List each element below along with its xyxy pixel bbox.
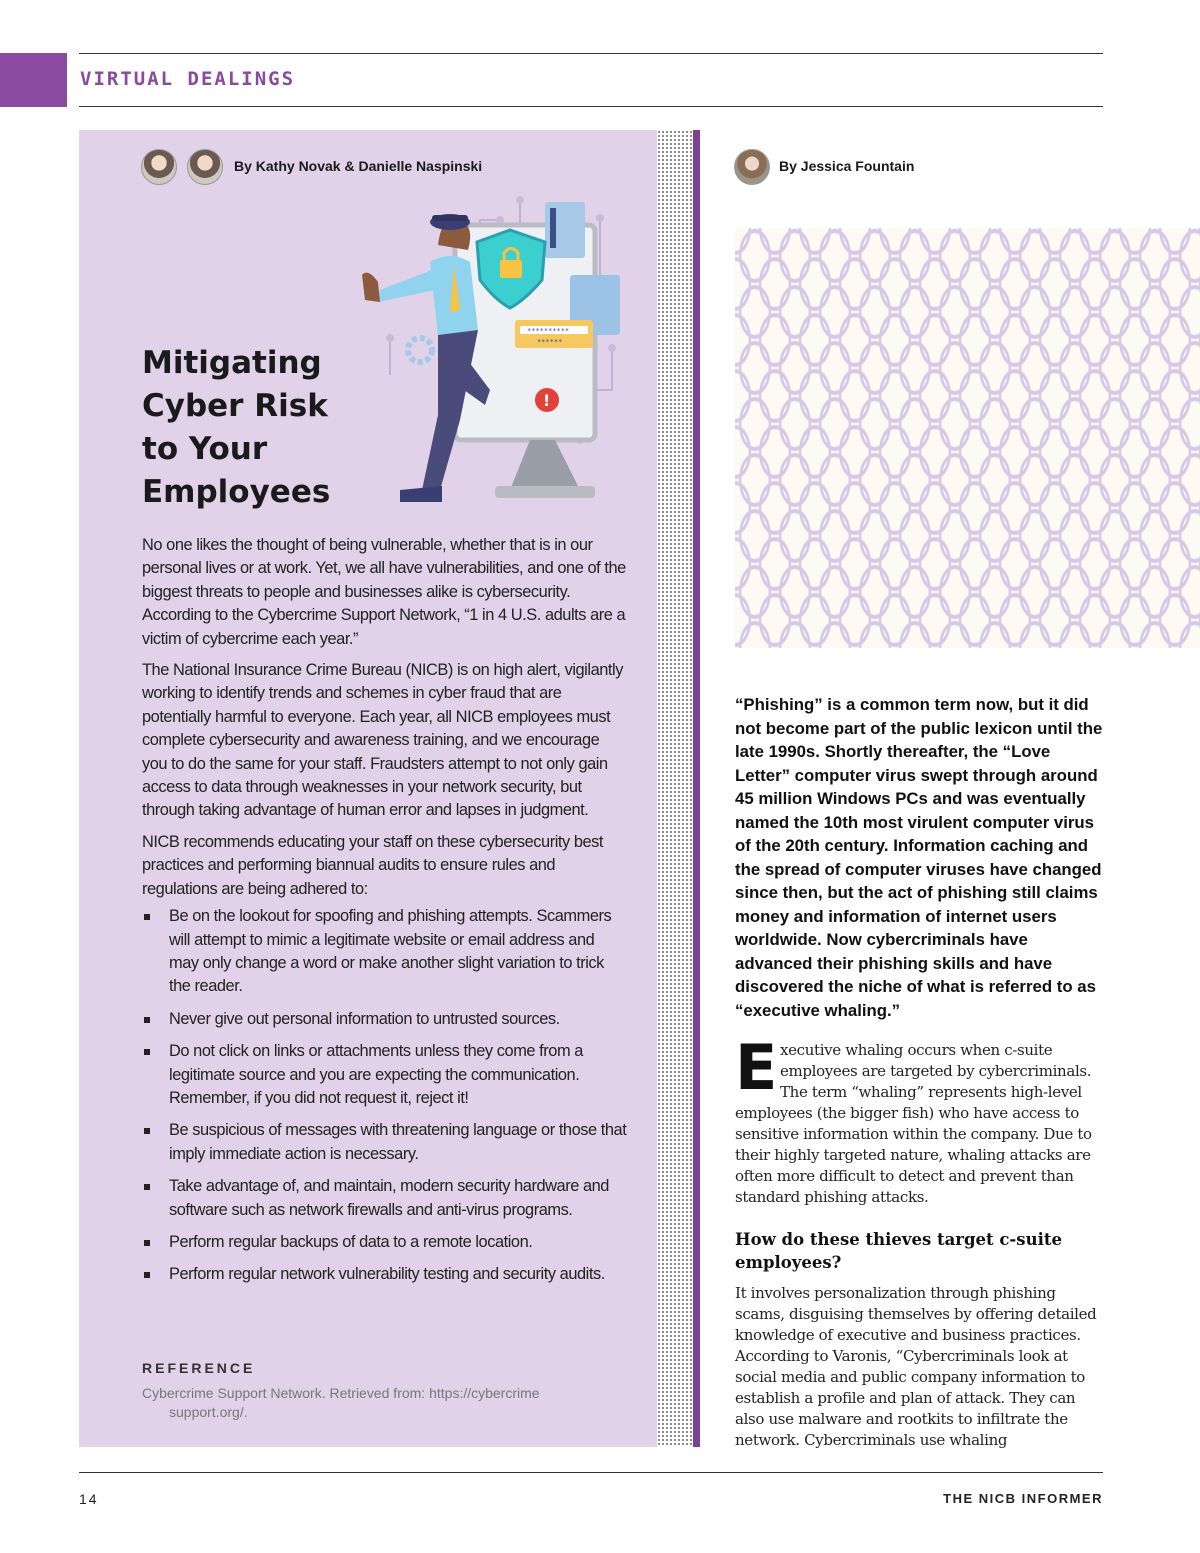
header-bottom-rule bbox=[79, 106, 1103, 107]
monitor-base bbox=[495, 486, 595, 498]
reference-line-2: support.org/. bbox=[169, 1404, 248, 1420]
left-article-body bbox=[142, 534, 627, 1296]
gear-icon bbox=[408, 338, 432, 362]
right-body-para-1 bbox=[735, 1031, 1107, 1208]
author-photo-kathy-novak bbox=[141, 149, 177, 185]
publication-name: THE NICB INFORMER bbox=[943, 1491, 1103, 1506]
page-number: 14 bbox=[79, 1491, 99, 1507]
cybersecurity-illustration bbox=[350, 190, 625, 515]
card-stripe bbox=[550, 208, 556, 248]
right-body-para-2: It involves personalization through phishing scams, disguising themselves by offering detailed knowledge of executive and business practices. According to Varonis, “Cybercriminals look at social media and public company information to establish a profile and plan of attack. They can also use malware and rootkits to infiltrate the network. Cybercriminals use whaling bbox=[735, 1284, 1097, 1449]
right-subheading: How do these thieves target c-suite employees? bbox=[735, 1230, 1062, 1272]
list-item: Do not click on links or attachments unless they come from a legitimate source and you are expecting the communication. Remember, if you did not request it, reject it! bbox=[142, 1040, 627, 1110]
body-paragraph: No one likes the thought of being vulnerable, whether that is in our personal lives or at work. Yet, we all have vulnerabilities, and one of the biggest threats to people and businesses alike is cybersecurity. According to the Cybercrime Support Network, “1 in 4 U.S. adults are a victim of cybercrime each year.” bbox=[142, 536, 626, 648]
author-photo-jessica-fountain bbox=[734, 149, 770, 185]
purple-divider-bar bbox=[693, 130, 700, 1447]
left-byline: By Kathy Novak & Danielle Naspinski bbox=[234, 158, 483, 174]
decorative-pattern-offset bbox=[735, 228, 1200, 648]
header-top-rule bbox=[79, 53, 1103, 54]
password-mask-text: ********** bbox=[527, 327, 570, 335]
list-item: Be on the lookout for spoofing and phishing attempts. Scammers will attempt to mimic a legitimate website or email address and may only change a word or make another slight variation to trick the reader. bbox=[142, 905, 627, 999]
list-item: Be suspicious of messages with threatening language or those that imply immediate action is necessary. bbox=[142, 1119, 627, 1166]
list-item: Never give out personal information to untrusted sources. bbox=[142, 1008, 627, 1031]
list-item: Perform regular backups of data to a remote location. bbox=[142, 1231, 627, 1254]
dotted-divider bbox=[657, 130, 693, 1447]
body-paragraph: NICB recommends educating your staff on these cybersecurity best practices and performing biannual audits to ensure rules and regulations are being adhered to: bbox=[142, 832, 604, 898]
para-text: xecutive whaling occurs when c-suite employees are targeted by cybercriminals. The term “whaling” represents high-level employees (the bigger fish) who have access to sensitive information within the company. Due to their highly targeted nature, whaling attacks are often more difficult to detect and prevent than standard phishing attacks. bbox=[735, 1041, 1092, 1206]
right-lead-paragraph: “Phishing” is a common term now, but it did not become part of the public lexicon until the late 1990s. Shortly thereafter, the “Love Letter” computer virus swept through around 45 million Windows PCs and was eventually named the 10th most virulent computer virus of the 20th century. Information caching and the spread of computer viruses have changed since then, but the act of phishing still claims money and information of internet users worldwide. Now cybercriminals have advanced their phishing skills and have discovered the niche of what is referred to as “executive whaling.” bbox=[735, 695, 1103, 1020]
password-mask-text-2: ****** bbox=[537, 338, 563, 346]
section-tab bbox=[0, 53, 67, 107]
author-photo-danielle-naspinski bbox=[187, 149, 223, 185]
alert-symbol: ! bbox=[543, 391, 551, 410]
article-title: Mitigating Cyber Risk to Your Employees bbox=[142, 345, 331, 510]
body-paragraph: The National Insurance Crime Bureau (NICB) is on high alert, vigilantly working to identify trends and schemes in cyber fraud that are potentially harmful to everyone. Each year, all NICB employees must complete cybersecurity and awareness training, and we encourage you to do the same for your staff. Fraudsters attempt to not only gain access to data through weaknesses in your network security, but through taking advantage of human error and lapses in judgment. bbox=[142, 661, 623, 820]
section-label: VIRTUAL DEALINGS bbox=[80, 68, 296, 90]
reference-heading: REFERENCE bbox=[142, 1360, 256, 1376]
reference-line-1: Cybercrime Support Network. Retrieved from: https://cybercrime bbox=[142, 1385, 540, 1401]
list-item: Perform regular network vulnerability testing and security audits. bbox=[142, 1263, 627, 1286]
reference-text bbox=[142, 1384, 612, 1422]
monitor-stand bbox=[510, 440, 580, 490]
right-byline: By Jessica Fountain bbox=[779, 158, 915, 174]
list-item: Take advantage of, and maintain, modern security hardware and software such as network firewalls and anti-virus programs. bbox=[142, 1175, 627, 1222]
footer-rule bbox=[79, 1472, 1103, 1473]
lock-icon bbox=[500, 260, 522, 278]
best-practices-list bbox=[142, 905, 627, 1287]
drop-cap: E bbox=[735, 1031, 778, 1104]
